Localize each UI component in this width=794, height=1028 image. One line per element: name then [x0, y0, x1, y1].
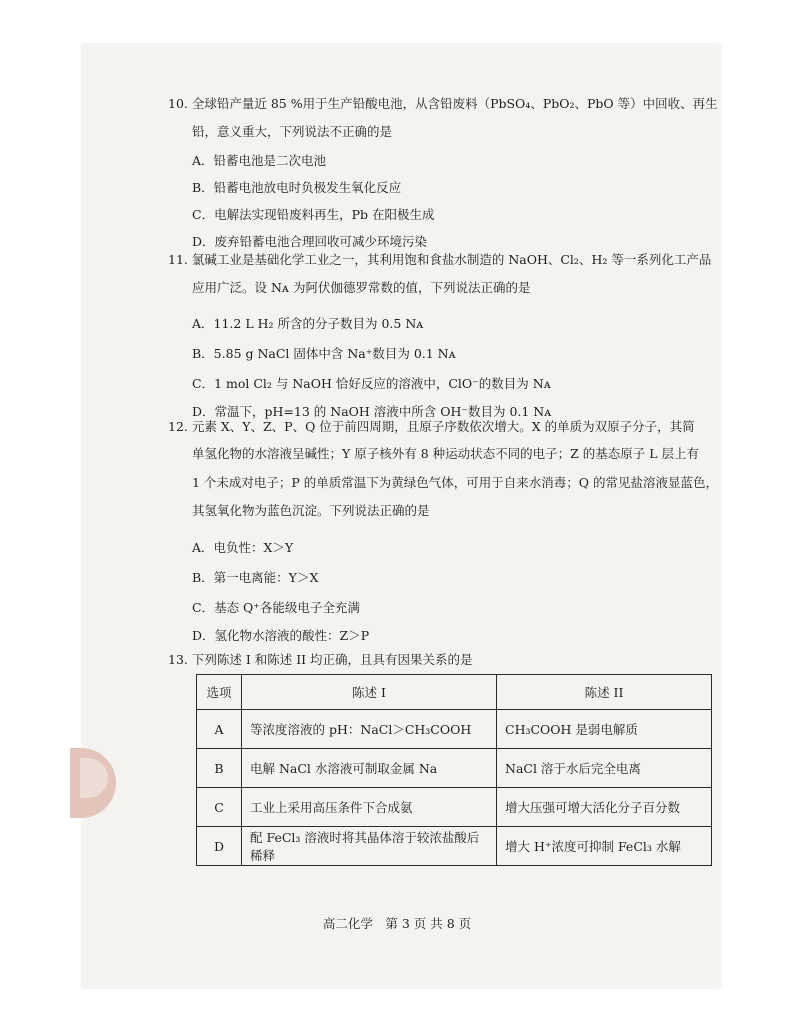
page-footer: 高二化学 第 3 页 共 8 页	[322, 916, 472, 931]
statement-table	[196, 674, 712, 866]
q11-option-b: B．5.85 g NaCl 固体中含 Na⁺数目为 0.1 Nᴀ	[192, 346, 456, 361]
row-key: A	[197, 710, 242, 749]
header-option: 选项	[197, 675, 242, 710]
q11-option-d: D．常温下，pH=13 的 NaOH 溶液中所含 OH⁻数目为 0.1 Nᴀ	[192, 404, 552, 419]
row-statement-2: 增大压强可增大活化分子百分数	[497, 788, 712, 827]
q10-option-a: A．铅蓄电池是二次电池	[192, 153, 327, 168]
q13-stem: 13. 下列陈述 I 和陈述 II 均正确，且具有因果关系的是	[168, 652, 473, 667]
q12-stem-line3: 1 个未成对电子；P 的单质常温下为黄绿色气体，可用于自来水消毒；Q 的常见盐溶液显蓝色，	[192, 475, 719, 490]
q10-option-c: C．电解法实现铅废料再生，Pb 在阳极生成	[192, 207, 435, 222]
table-row	[197, 827, 712, 866]
row-statement-1: 等浓度溶液的 pH：NaCl＞CH₃COOH	[242, 710, 497, 749]
row-statement-1: 电解 NaCl 水溶液可制取金属 Na	[242, 749, 497, 788]
q10-stem-line1: 10. 全球铅产量近 85 %用于生产铅酸电池，从含铅废料（PbSO₄、PbO₂、PbO 等）中回收、再生	[168, 96, 718, 111]
header-statement-1: 陈述 I	[242, 675, 497, 710]
row-key: D	[197, 827, 242, 866]
q12-option-a: A．电负性：X＞Y	[192, 540, 294, 555]
q11-stem-line2: 应用广泛。设 Nᴀ 为阿伏伽德罗常数的值，下列说法正确的是	[192, 280, 531, 295]
q12-stem-line4: 其氢氧化物为蓝色沉淀。下列说法正确的是	[192, 503, 430, 518]
table-header-row	[197, 675, 712, 710]
row-statement-2: NaCl 溶于水后完全电离	[497, 749, 712, 788]
q10-stem-line2: 铅，意义重大，下列说法不正确的是	[192, 124, 393, 139]
q10-option-b: B．铅蓄电池放电时负极发生氧化反应	[192, 180, 402, 195]
table-row	[197, 788, 712, 827]
row-statement-2: 增大 H⁺浓度可抑制 FeCl₃ 水解	[497, 827, 712, 866]
q12-option-d: D．氢化物水溶液的酸性：Z＞P	[192, 628, 370, 643]
table-row	[197, 710, 712, 749]
table-row	[197, 749, 712, 788]
q12-stem-line1: 12. 元素 X、Y、Z、P、Q 位于前四周期，且原子序数依次增大。X 的单质为双原子分子，其简	[168, 419, 695, 434]
q12-stem-line2: 单氢化物的水溶液呈碱性；Y 原子核外有 8 种运动状态不同的电子；Z 的基态原子 L 层上有	[192, 446, 700, 461]
q11-option-a: A．11.2 L H₂ 所含的分子数目为 0.5 Nᴀ	[192, 316, 424, 331]
q10-option-d: D．废弃铅蓄电池合理回收可减少环境污染	[192, 234, 428, 249]
row-statement-1: 配 FeCl₃ 溶液时将其晶体溶于较浓盐酸后稀释	[242, 827, 497, 866]
row-statement-1: 工业上采用高压条件下合成氨	[242, 788, 497, 827]
q11-option-c: C．1 mol Cl₂ 与 NaOH 恰好反应的溶液中，ClO⁻的数目为 Nᴀ	[192, 376, 551, 391]
row-key: C	[197, 788, 242, 827]
q11-stem-line1: 11. 氯碱工业是基础化学工业之一，其利用饱和食盐水制造的 NaOH、Cl₂、H₂ 等一系列化工产品	[168, 252, 712, 267]
q12-option-b: B．第一电离能：Y＞X	[192, 570, 319, 585]
row-key: B	[197, 749, 242, 788]
row-statement-2: CH₃COOH 是弱电解质	[497, 710, 712, 749]
header-statement-2: 陈述 II	[497, 675, 712, 710]
q12-option-c: C．基态 Q⁺各能级电子全充满	[192, 600, 360, 615]
